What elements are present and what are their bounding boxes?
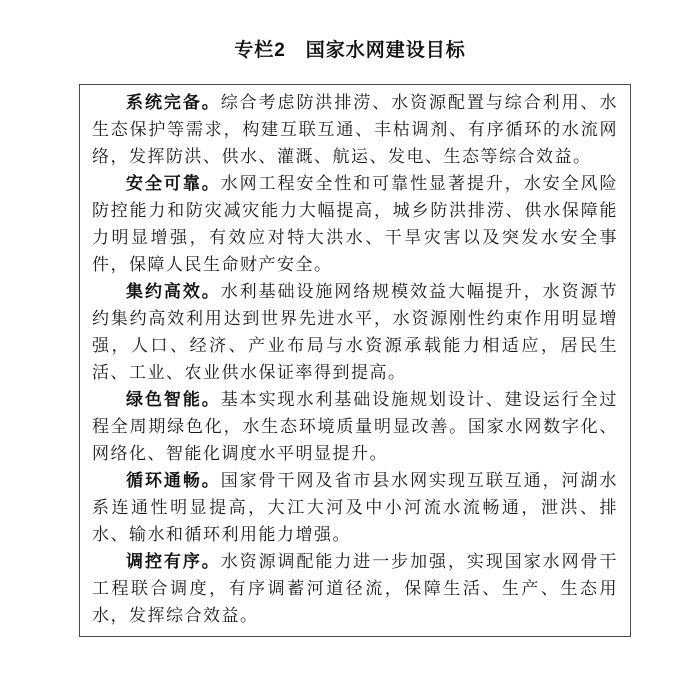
- goal-paragraph-green-smart: [92, 386, 618, 467]
- goal-body: 基本实现水利基础设施规划设计、建设运行全过程全周期绿色化，水生态环境质量明显改善。国家水网数字化、网络化、智能化调度水平明显提升。: [92, 390, 619, 463]
- goal-paragraph-intensive-efficient: [92, 278, 618, 386]
- goal-lead: 循环通畅。: [126, 471, 221, 490]
- goal-lead: 调控有序。: [126, 552, 221, 571]
- goal-body: 水网工程安全性和可靠性显著提升，水安全风险防控能力和防灾减灾能力大幅提高，城乡防洪排涝、供水保障能力明显增强，有效应对特大洪水、干旱灾害以及突发水安全事件，保障人民生命财产安全。: [92, 174, 619, 274]
- goal-body: 综合考虑防洪排涝、水资源配置与综合利用、水生态保护等需求，构建互联互通、丰枯调剂、有序循环的水流网络，发挥防洪、供水、灌溉、航运、发电、生态等综合效益。: [92, 93, 619, 166]
- goal-lead: 集约高效。: [126, 282, 221, 301]
- goal-lead: 系统完备。: [126, 93, 221, 112]
- goal-body: 水资源调配能力进一步加强，实现国家水网骨干工程联合调度，有序调蓄河道径流，保障生活、生产、生态用水，发挥综合效益。: [92, 552, 619, 625]
- goal-paragraph-orderly-regulation: [92, 548, 618, 629]
- goal-paragraph-safe-reliable: [92, 170, 618, 278]
- goal-body: 水利基础设施网络规模效益大幅提升，水资源节约集约高效利用达到世界先进水平，水资源刚性约束作用明显增强，人口、经济、产业布局与水资源承载能力相适应，居民生活、工业、农业供水保证率得到提高。: [92, 282, 619, 382]
- goal-lead: 安全可靠。: [126, 174, 221, 193]
- goal-paragraph-circulation-smooth: [92, 467, 618, 548]
- goal-body: 国家骨干网及省市县水网实现互联互通，河湖水系连通性明显提高，大江大河及中小河流水流畅通，泄洪、排水、输水和循环利用能力增强。: [92, 471, 619, 544]
- goal-lead: 绿色智能。: [126, 390, 221, 409]
- page-title: 专栏2 国家水网建设目标: [234, 40, 466, 61]
- goals-panel: [79, 84, 631, 637]
- goal-paragraph-system-complete: [92, 89, 618, 170]
